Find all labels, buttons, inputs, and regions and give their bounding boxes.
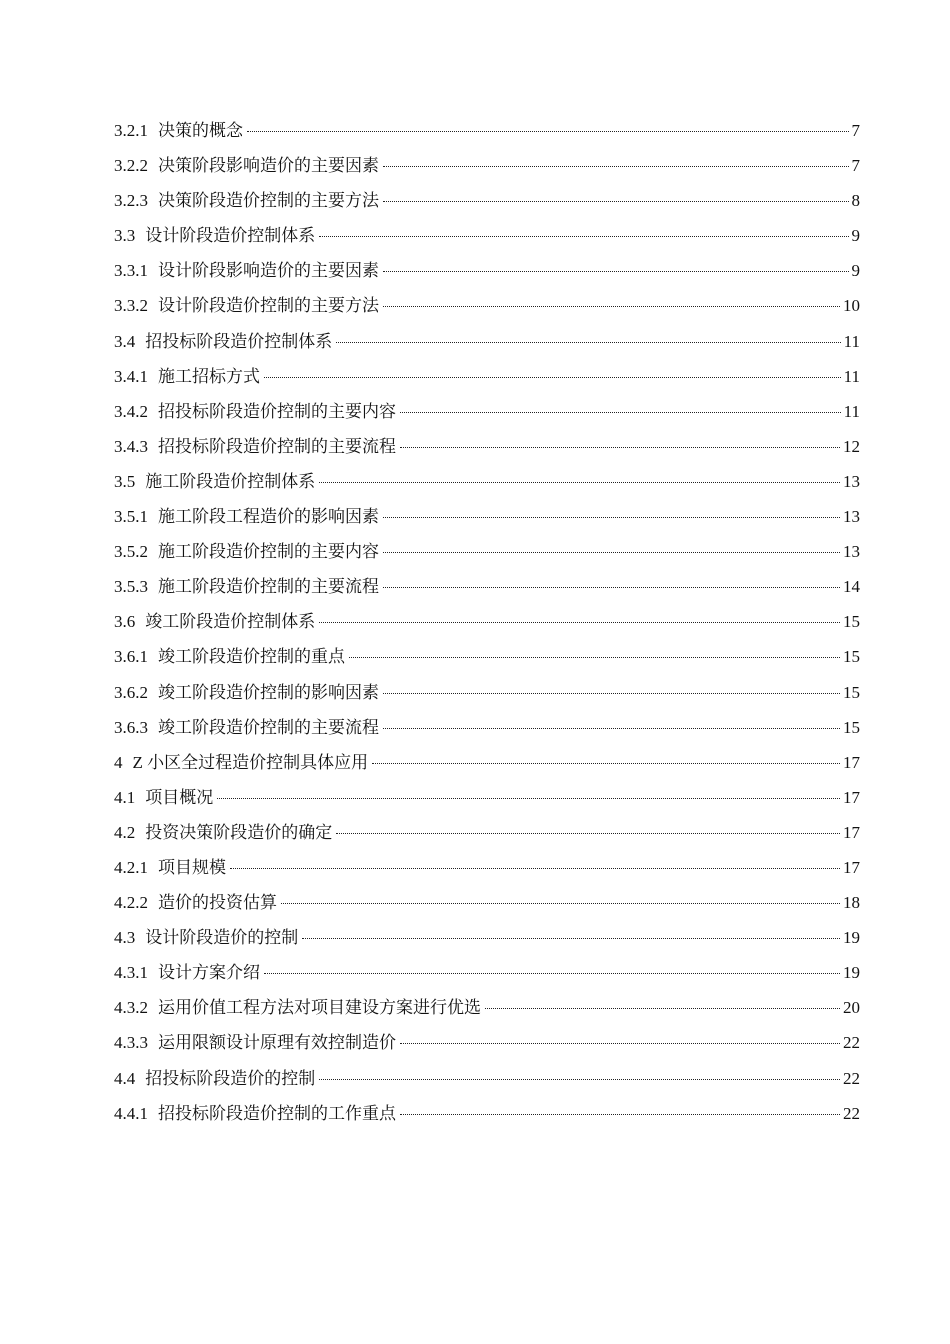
toc-entry-page-number: 22 bbox=[843, 1033, 860, 1053]
toc-entry-number: 3.5 bbox=[114, 471, 136, 491]
toc-dot-leader bbox=[400, 447, 840, 448]
toc-dot-leader bbox=[400, 1043, 840, 1044]
toc-entry-title: 招投标阶段造价控制的工作重点 bbox=[158, 1103, 396, 1123]
toc-entry-title: 设计方案介绍 bbox=[158, 963, 260, 983]
toc-entry[interactable] bbox=[114, 429, 860, 464]
toc-entry[interactable] bbox=[114, 1061, 860, 1096]
toc-entry-number: 3.6.2 bbox=[114, 682, 148, 702]
toc-entry-page-number: 11 bbox=[843, 366, 860, 386]
toc-entry-number: 4.1 bbox=[114, 787, 136, 807]
toc-entry-title: 施工阶段造价控制的主要内容 bbox=[158, 542, 379, 562]
toc-entry-number: 4.3.1 bbox=[114, 963, 148, 983]
toc-entry-page-number: 14 bbox=[843, 577, 860, 597]
toc-dot-leader bbox=[383, 728, 840, 729]
toc-entry[interactable] bbox=[114, 710, 860, 745]
toc-dot-leader bbox=[319, 1079, 840, 1080]
toc-entry-title: 招投标阶段造价控制的主要内容 bbox=[158, 401, 396, 421]
toc-dot-leader bbox=[230, 868, 840, 869]
toc-entry-number: 4.3.2 bbox=[114, 998, 148, 1018]
toc-entry-number: 3.4.2 bbox=[114, 401, 148, 421]
toc-entry[interactable] bbox=[114, 464, 860, 499]
toc-dot-leader bbox=[319, 622, 840, 623]
toc-dot-leader bbox=[383, 587, 840, 588]
toc-dot-leader bbox=[264, 377, 841, 378]
toc-entry-number: 3.6.1 bbox=[114, 647, 148, 667]
toc-entry[interactable] bbox=[114, 639, 860, 674]
toc-entry[interactable] bbox=[114, 113, 860, 148]
toc-entry-title: 施工阶段工程造价的影响因素 bbox=[158, 507, 379, 527]
toc-entry-number: 3.6 bbox=[114, 612, 136, 632]
toc-entry[interactable] bbox=[114, 675, 860, 710]
toc-entry-number: 4.2 bbox=[114, 822, 136, 842]
toc-entry[interactable] bbox=[114, 885, 860, 920]
toc-entry-title: 设计阶段影响造价的主要因素 bbox=[158, 261, 379, 281]
toc-entry-title: 运用价值工程方法对项目建设方案进行优选 bbox=[158, 998, 481, 1018]
toc-entry-title: 竣工阶段造价控制的重点 bbox=[158, 647, 345, 667]
toc-entry[interactable] bbox=[114, 499, 860, 534]
toc-dot-leader bbox=[383, 306, 840, 307]
toc-entry-page-number: 7 bbox=[851, 121, 860, 140]
toc-entry-page-number: 15 bbox=[843, 612, 860, 632]
toc-entry-number: 3.4.3 bbox=[114, 436, 148, 456]
toc-entry-title: 投资决策阶段造价的确定 bbox=[145, 822, 333, 842]
toc-dot-leader bbox=[485, 1008, 840, 1009]
toc-entry-number: 4.3.3 bbox=[114, 1033, 148, 1053]
toc-entry-page-number: 11 bbox=[843, 331, 860, 351]
toc-dot-leader bbox=[302, 938, 840, 939]
toc-entry[interactable] bbox=[114, 218, 860, 253]
toc-dot-leader bbox=[336, 833, 840, 834]
table-of-contents bbox=[114, 113, 860, 1131]
toc-entry[interactable] bbox=[114, 183, 860, 218]
toc-entry-title: Z 小区全过程造价控制具体应用 bbox=[132, 752, 369, 772]
toc-entry-number: 3.6.3 bbox=[114, 717, 148, 737]
toc-entry-number: 3.3.1 bbox=[114, 261, 148, 281]
toc-dot-leader bbox=[319, 482, 840, 483]
toc-entry-title: 招投标阶段造价的控制 bbox=[145, 1068, 316, 1088]
toc-entry[interactable] bbox=[114, 288, 860, 323]
toc-entry-title: 招投标阶段造价控制的主要流程 bbox=[158, 436, 396, 456]
toc-entry-page-number: 8 bbox=[851, 191, 860, 211]
toc-entry[interactable] bbox=[114, 1025, 860, 1060]
toc-entry-number: 3.5.2 bbox=[114, 542, 148, 562]
toc-entry[interactable] bbox=[114, 394, 860, 429]
toc-entry-page-number: 13 bbox=[843, 507, 860, 527]
toc-entry-number: 4.2.2 bbox=[114, 893, 148, 913]
toc-entry-number: 4.3 bbox=[114, 928, 136, 948]
toc-dot-leader bbox=[383, 552, 840, 553]
toc-entry[interactable] bbox=[114, 1096, 860, 1131]
toc-entry-title: 决策阶段造价控制的主要方法 bbox=[158, 191, 379, 211]
toc-entry-number: 3.2.1 bbox=[114, 121, 148, 140]
toc-entry-page-number: 13 bbox=[843, 471, 860, 491]
toc-entry-page-number: 7 bbox=[851, 156, 860, 176]
toc-entry-title: 设计阶段造价控制体系 bbox=[145, 226, 316, 246]
toc-entry-title: 造价的投资估算 bbox=[158, 893, 277, 913]
toc-entry-number: 3.4.1 bbox=[114, 366, 148, 386]
toc-entry-number: 3.2.3 bbox=[114, 191, 148, 211]
toc-entry-page-number: 22 bbox=[843, 1103, 860, 1123]
toc-entry-title: 竣工阶段造价控制体系 bbox=[145, 612, 316, 632]
toc-entry-number: 3.2.2 bbox=[114, 156, 148, 176]
toc-dot-leader bbox=[349, 657, 840, 658]
toc-entry-number: 4.2.1 bbox=[114, 857, 148, 877]
toc-entry[interactable] bbox=[114, 745, 860, 780]
toc-entry-title: 运用限额设计原理有效控制造价 bbox=[158, 1033, 396, 1053]
toc-entry-number: 3.3 bbox=[114, 226, 136, 246]
toc-dot-leader bbox=[400, 412, 841, 413]
toc-entry-title: 设计阶段造价的控制 bbox=[145, 928, 299, 948]
toc-dot-leader bbox=[217, 798, 840, 799]
toc-entry-page-number: 17 bbox=[843, 752, 860, 772]
toc-dot-leader bbox=[383, 517, 840, 518]
toc-entry[interactable] bbox=[114, 920, 860, 955]
toc-entry[interactable] bbox=[114, 569, 860, 604]
toc-entry[interactable] bbox=[114, 850, 860, 885]
toc-entry[interactable] bbox=[114, 324, 860, 359]
toc-entry-title: 施工阶段造价控制体系 bbox=[145, 471, 316, 491]
toc-entry-page-number: 10 bbox=[843, 296, 860, 316]
toc-entry-number: 4 bbox=[114, 752, 123, 772]
toc-dot-leader bbox=[383, 693, 840, 694]
toc-dot-leader bbox=[383, 166, 849, 167]
toc-entry-number: 4.4.1 bbox=[114, 1103, 148, 1123]
toc-entry-page-number: 20 bbox=[843, 998, 860, 1018]
toc-entry-title: 设计阶段造价控制的主要方法 bbox=[158, 296, 379, 316]
toc-dot-leader bbox=[372, 763, 840, 764]
toc-dot-leader bbox=[247, 131, 849, 132]
toc-entry[interactable] bbox=[114, 604, 860, 639]
toc-dot-leader bbox=[400, 1114, 840, 1115]
toc-dot-leader bbox=[336, 342, 840, 343]
toc-entry-title: 招投标阶段造价控制体系 bbox=[145, 331, 333, 351]
toc-dot-leader bbox=[281, 903, 840, 904]
toc-entry-number: 3.5.1 bbox=[114, 507, 148, 527]
toc-dot-leader bbox=[264, 973, 840, 974]
toc-entry-number: 4.4 bbox=[114, 1068, 136, 1088]
toc-entry[interactable] bbox=[114, 359, 860, 394]
toc-entry-title: 竣工阶段造价控制的主要流程 bbox=[158, 717, 379, 737]
toc-entry-title: 项目概况 bbox=[145, 787, 214, 807]
toc-entry-page-number: 19 bbox=[843, 963, 860, 983]
toc-entry-number: 3.4 bbox=[114, 331, 136, 351]
toc-entry-page-number: 9 bbox=[851, 226, 860, 246]
toc-entry-page-number: 12 bbox=[843, 436, 860, 456]
toc-entry-page-number: 17 bbox=[843, 822, 860, 842]
toc-entry-title: 决策阶段影响造价的主要因素 bbox=[158, 156, 379, 176]
toc-entry[interactable] bbox=[114, 253, 860, 288]
toc-entry-page-number: 15 bbox=[843, 647, 860, 667]
toc-entry-page-number: 13 bbox=[843, 542, 860, 562]
toc-entry-title: 项目规模 bbox=[158, 857, 226, 877]
toc-dot-leader bbox=[383, 201, 849, 202]
toc-entry-page-number: 19 bbox=[843, 928, 860, 948]
toc-entry[interactable] bbox=[114, 955, 860, 990]
toc-dot-leader bbox=[383, 271, 849, 272]
toc-entry[interactable] bbox=[114, 990, 860, 1025]
toc-entry-page-number: 18 bbox=[843, 893, 860, 913]
toc-entry-page-number: 11 bbox=[843, 401, 860, 421]
toc-entry-title: 施工阶段造价控制的主要流程 bbox=[158, 577, 379, 597]
toc-entry[interactable] bbox=[114, 534, 860, 569]
toc-dot-leader bbox=[319, 236, 848, 237]
toc-entry-page-number: 15 bbox=[843, 682, 860, 702]
toc-entry-page-number: 15 bbox=[843, 717, 860, 737]
toc-entry-number: 3.3.2 bbox=[114, 296, 148, 316]
toc-entry[interactable] bbox=[114, 780, 860, 815]
toc-entry-title: 施工招标方式 bbox=[158, 366, 260, 386]
toc-entry-title: 决策的概念 bbox=[158, 121, 243, 140]
toc-entry-page-number: 9 bbox=[851, 261, 860, 281]
toc-entry-title: 竣工阶段造价控制的影响因素 bbox=[158, 682, 379, 702]
toc-entry-page-number: 17 bbox=[843, 857, 860, 877]
toc-entry[interactable] bbox=[114, 815, 860, 850]
toc-entry-number: 3.5.3 bbox=[114, 577, 148, 597]
toc-entry[interactable] bbox=[114, 148, 860, 183]
toc-entry-page-number: 17 bbox=[843, 787, 860, 807]
toc-entry-page-number: 22 bbox=[843, 1068, 860, 1088]
